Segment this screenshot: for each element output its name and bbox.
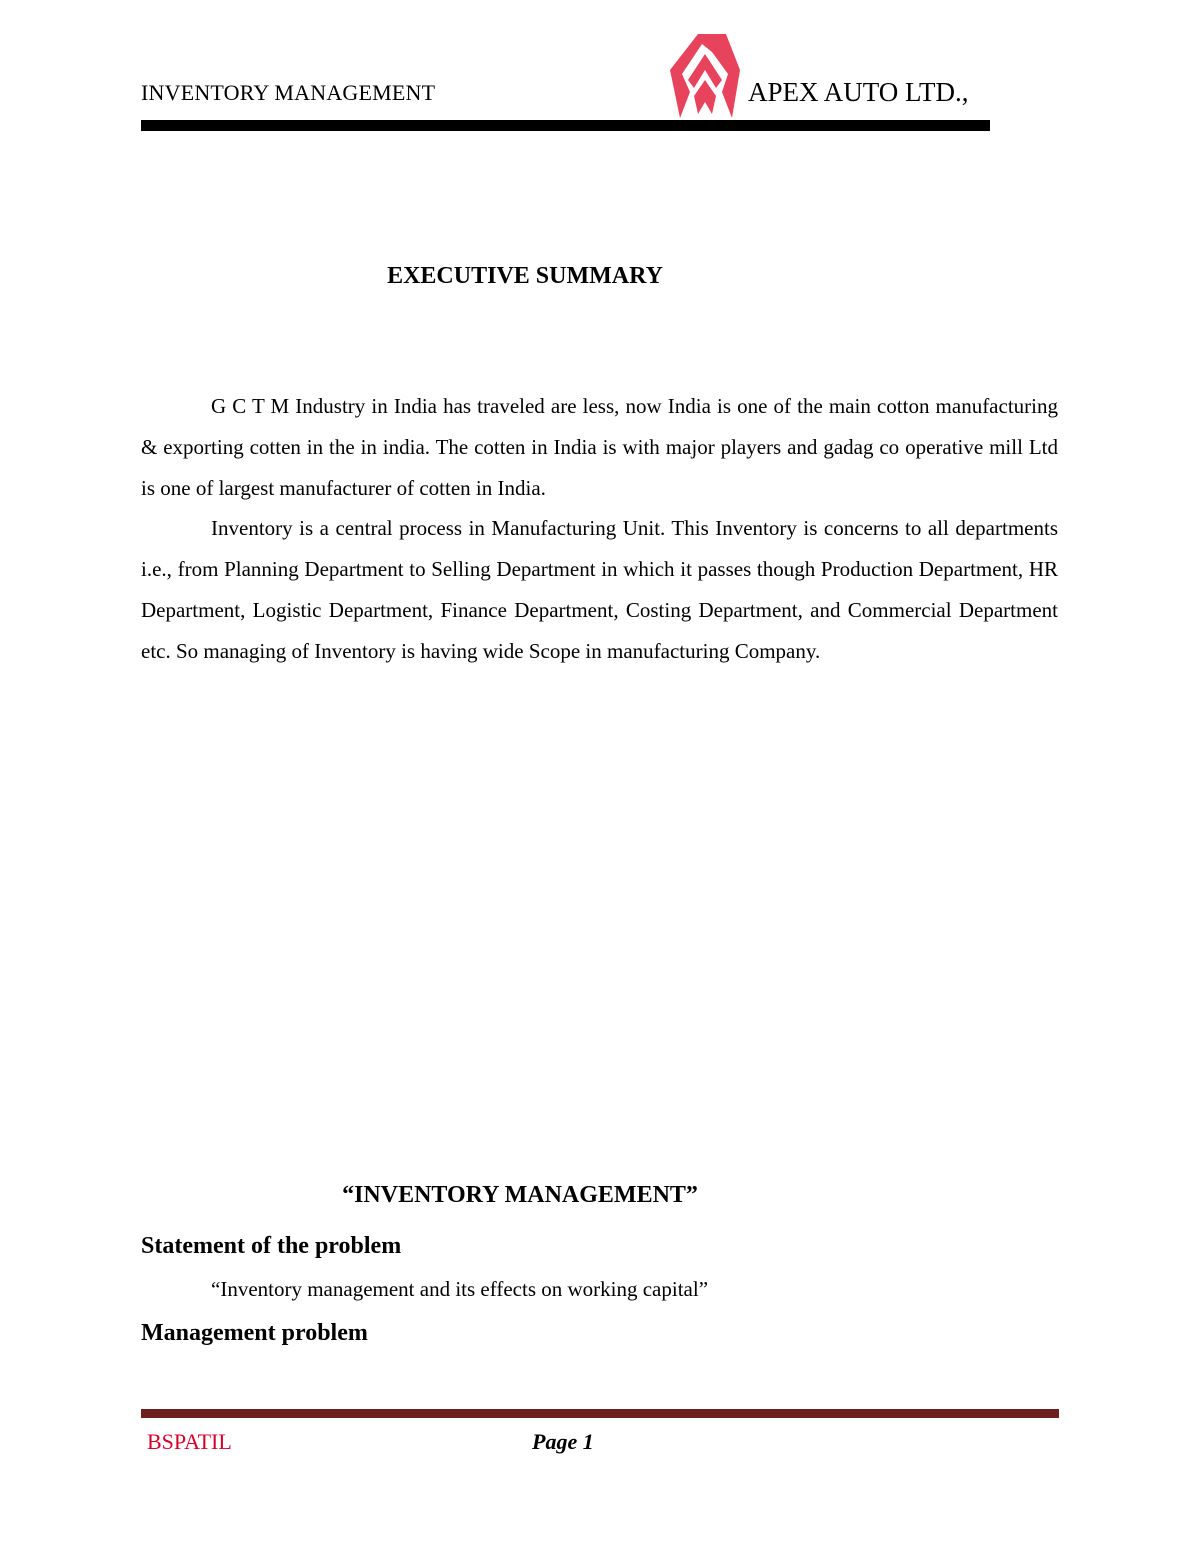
management-problem-heading: Management problem	[141, 1320, 368, 1346]
statement-text: “Inventory management and its effects on working capital”	[211, 1277, 709, 1301]
statement-heading: Statement of the problem	[141, 1233, 402, 1259]
footer-author: BSPATIL	[147, 1429, 232, 1454]
header-document-title: INVENTORY MANAGEMENT	[141, 80, 436, 105]
footer-divider	[141, 1409, 1059, 1418]
header-company-name: APEX AUTO LTD.,	[748, 77, 969, 107]
summary-paragraph-2: Inventory is a central process in Manufacturing Unit. This Inventory is concerns to all departments i.e., from Planning Department to Selling Department in which it passes though Production Department, HR Department, Logistic Department, Finance Department, Costing Department, and Commercial Department etc. So managing of Inventory is having wide Scope in manufacturing Company.	[141, 516, 1058, 663]
executive-summary-body	[141, 386, 1058, 672]
header-divider	[141, 120, 990, 131]
summary-paragraph-1: G C T M Industry in India has traveled are less, now India is one of the main cotton manufacturing & exporting cotten in the in india. The cotten in India is with major players and gadag co operative mill Ltd is one of largest manufacturer of cotten in India.	[141, 394, 1058, 500]
executive-summary-title: EXECUTIVE SUMMARY	[387, 263, 663, 289]
page-number: Page 1	[532, 1429, 594, 1454]
apex-chevron-logo-icon	[668, 30, 742, 122]
section-title: “INVENTORY MANAGEMENT”	[342, 1182, 698, 1208]
